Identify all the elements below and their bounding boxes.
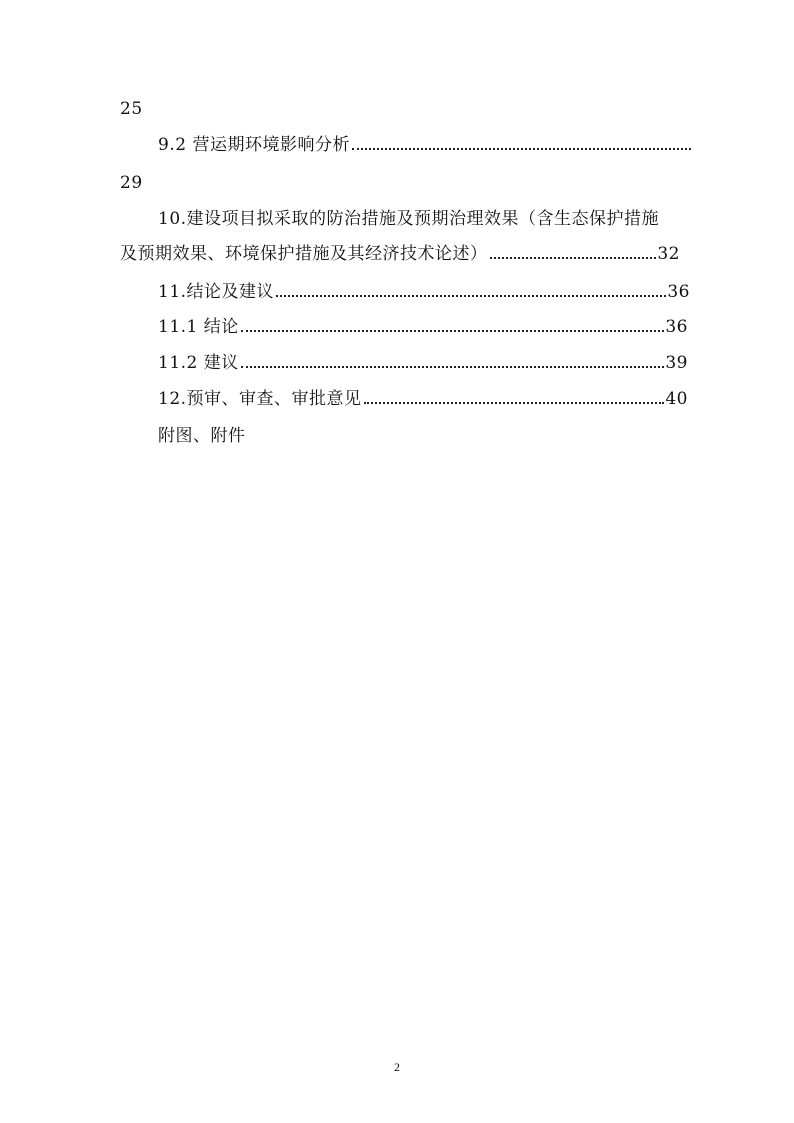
toc-entry-page: 32 xyxy=(657,244,680,264)
toc-entry-11[interactable] xyxy=(158,280,690,304)
toc-entry-page: 36 xyxy=(665,317,688,337)
toc-entry-title: 11.1 结论 xyxy=(158,317,239,337)
toc-entry-11-1[interactable] xyxy=(158,315,688,339)
toc-entry-appendix[interactable]: 附图、附件 xyxy=(158,426,246,446)
toc-entry-12[interactable] xyxy=(158,387,688,411)
toc-entry-title: 12.预审、审查、审批意见 xyxy=(158,389,362,409)
toc-entry-10-title-line1[interactable]: 10.建设项目拟采取的防治措施及预期治理效果（含生态保护措施 xyxy=(158,209,660,229)
toc-entry-title: 及预期效果、环境保护措施及其经济技术论述） xyxy=(120,244,488,264)
toc-entry-title: 11.2 建议 xyxy=(158,353,239,373)
page-number: 2 xyxy=(394,1060,400,1074)
dot-leader xyxy=(352,147,691,150)
toc-entry-page: 39 xyxy=(665,353,688,373)
dot-leader xyxy=(364,401,665,404)
toc-page-carryover: 25 xyxy=(120,99,143,119)
toc-entry-page: 29 xyxy=(120,173,143,193)
dot-leader xyxy=(241,329,665,332)
dot-leader xyxy=(241,365,665,368)
dot-leader xyxy=(276,294,666,297)
toc-entry-title: 9.2 营运期环境影响分析 xyxy=(158,135,350,155)
toc-entry-10[interactable] xyxy=(120,242,680,266)
toc-entry-page: 36 xyxy=(667,282,690,302)
toc-entry-title: 11.结论及建议 xyxy=(158,282,275,302)
toc-entry-9-2[interactable] xyxy=(158,133,692,157)
dot-leader xyxy=(490,256,657,259)
toc-entry-11-2[interactable] xyxy=(158,351,688,375)
toc-entry-page: 40 xyxy=(665,389,688,409)
